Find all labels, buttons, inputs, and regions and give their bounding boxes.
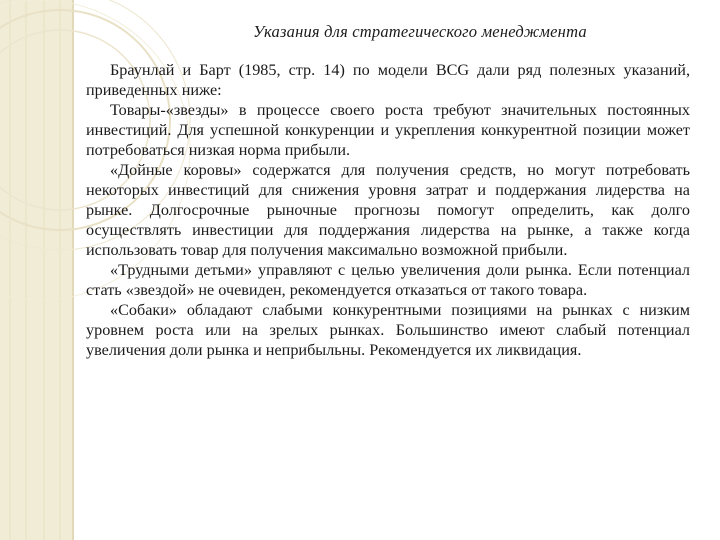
slide-body bbox=[86, 60, 690, 360]
left-decorative-band bbox=[0, 0, 74, 540]
paragraph-dogs: «Собаки» обладают слабыми конкурентными позициями на рынках с низким уровнем роста или на зрелых рынках. Большинство имеют слабый потенциал увеличения доли рынка и неприбыльны. Рекомендуется их ликвидация. bbox=[86, 301, 690, 359]
slide-title: Указания для стратегического менеджмента bbox=[253, 22, 587, 41]
paragraph-stars: Товары-«звезды» в процессе своего роста требуют значительных постоянных инвестиций. Для успешной конкуренции и укрепления конкурентной позиции может потребоваться низкая норма прибыли. bbox=[86, 101, 690, 159]
band-stripes bbox=[0, 0, 72, 540]
paragraph-cash-cows: «Дойные коровы» содержатся для получения средств, но могут потребовать некоторых инвестиций для снижения уровня затрат и поддержания лидерства на рынке. Долгосрочные рыночные прогнозы помогут определить, как долго осуществлять инвестиции для поддержания лидерства на рынке, а также когда использовать товар для получения максимально возможной прибыли. bbox=[86, 161, 690, 259]
paragraph-intro: Браунлай и Барт (1985, стр. 14) по модели BCG дали ряд полезных указаний, приведенных ниже: bbox=[86, 61, 690, 99]
paragraph-problem-children: «Трудными детьми» управляют с целью увеличения доли рынка. Если потенциал стать «звездой» не очевиден, рекомендуется отказаться от такого товара. bbox=[86, 261, 690, 299]
